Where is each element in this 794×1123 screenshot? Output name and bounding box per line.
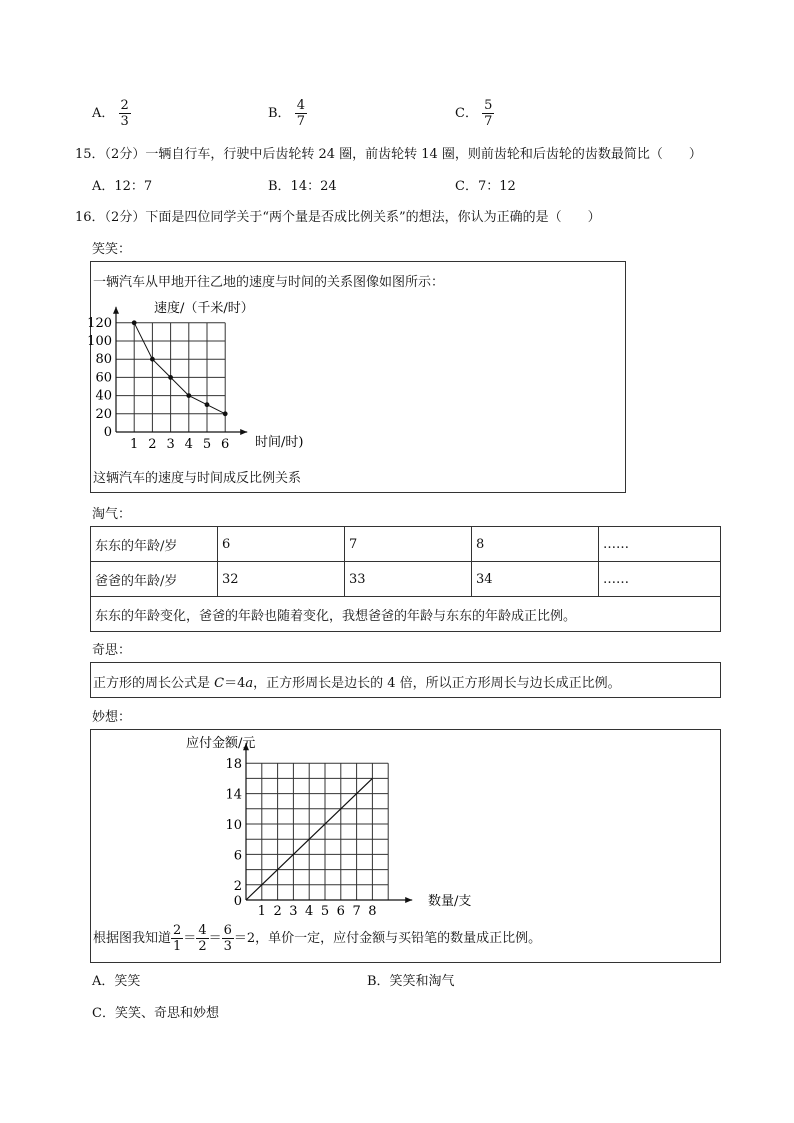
numerator: 2 [173, 923, 182, 938]
q14-option-a[interactable] [92, 98, 131, 129]
q16-option-a[interactable]: A．笑笑 [92, 974, 141, 989]
q15-stem: 15．（2分）一辆自行车，行驶中后齿轮转 24 圈，前齿轮转 14 圈，则前齿轮和后齿轮的齿数最简比（ ） [75, 147, 702, 162]
formula-a: a [245, 676, 254, 691]
miaoxiang-box [90, 729, 721, 963]
q15-option-c[interactable]: C．7：12 [455, 179, 516, 194]
y-tick-label: 18 [225, 757, 242, 773]
y-tick-label: 60 [95, 370, 112, 386]
chart-axes [113, 307, 247, 435]
table-cell: …… [599, 527, 721, 562]
taoqi-label: 淘气： [92, 507, 132, 522]
x-tick-label: 3 [289, 904, 298, 919]
data-point [186, 393, 191, 398]
x-tick-label: 1 [130, 437, 139, 452]
y-tick-label: 120 [87, 315, 112, 331]
x-tick-label: 8 [368, 904, 377, 919]
y-tick-label: 0 [103, 425, 112, 440]
x-tick-label: 6 [221, 437, 230, 452]
y-tick-label: 0 [233, 894, 242, 909]
denominator: 7 [484, 114, 493, 129]
table-row [91, 562, 721, 597]
data-point [150, 357, 155, 362]
table-cell: 33 [345, 562, 472, 597]
x-axis-label: 时间/时) [255, 435, 304, 450]
table-row [91, 597, 721, 632]
fraction [222, 923, 234, 954]
speed-time-chart [87, 292, 351, 457]
equals-sign: ＝ [183, 931, 197, 946]
option-letter: A． [92, 106, 115, 121]
y-axis-label: 速度/（千米/时） [154, 301, 254, 316]
q15-option-b[interactable]: B．14：24 [268, 179, 337, 194]
fraction [196, 923, 208, 954]
numerator: 4 [296, 98, 305, 113]
table-cell: 8 [472, 527, 599, 562]
xiaoxiao-box [87, 261, 626, 493]
xiaoxiao-intro: 一辆汽车从甲地开往乙地的速度与时间的关系图像如图所示： [93, 275, 445, 290]
x-tick-label: 4 [305, 904, 314, 919]
y-axis-arrow [113, 307, 119, 314]
fraction [119, 98, 131, 129]
y-tick-label: 80 [95, 352, 112, 368]
xiaoxiao-label: 笑笑： [92, 242, 132, 257]
y-tick-label: 6 [233, 848, 242, 864]
x-tick-label: 7 [352, 904, 361, 919]
formula-c: C [214, 676, 225, 691]
miaoxiang-post: ，单价一定，应付金额与买铅笔的数量成正比例。 [255, 931, 542, 946]
x-axis-arrow [240, 429, 247, 435]
table-cell: 6 [218, 527, 345, 562]
y-tick-label: 2 [233, 878, 242, 894]
data-point [168, 375, 173, 380]
formula-eq: ＝4 [224, 676, 246, 691]
age-table [90, 526, 721, 632]
x-tick-label: 5 [320, 904, 330, 919]
table-note: 东东的年龄变化，爸爸的年龄也随着变化，我想爸爸的年龄与东东的年龄成正比例。 [91, 597, 721, 632]
equals-sign: ＝ [208, 931, 222, 946]
x-axis-label: 数量/支 [428, 894, 472, 909]
numerator: 6 [223, 923, 232, 938]
denominator: 7 [296, 114, 305, 129]
x-tick-label: 6 [336, 904, 345, 919]
table-cell: 34 [472, 562, 599, 597]
option-letter: C． [455, 106, 478, 121]
data-point [223, 411, 228, 416]
xiaoxiao-conclusion: 这辆汽车的速度与时间成反比例关系 [93, 471, 302, 486]
y-tick-label: 10 [225, 818, 242, 833]
fraction [482, 98, 494, 129]
data-curve [134, 323, 225, 414]
y-axis-label: 应付金额/元 [186, 736, 256, 751]
result: ＝2 [233, 931, 256, 946]
qisi-text [93, 672, 621, 691]
denominator: 3 [120, 114, 129, 129]
q14-option-b[interactable] [268, 98, 307, 129]
data-point [132, 320, 137, 325]
x-tick-label: 3 [166, 437, 175, 452]
q16-stem: 16．（2分）下面是四位同学关于“两个量是否成比例关系”的想法，你认为正确的是（ ） [75, 210, 601, 225]
miaoxiang-label: 妙想： [92, 710, 132, 725]
qisi-box [90, 662, 721, 698]
x-tick-label: 1 [257, 904, 266, 919]
table-cell: 7 [345, 527, 472, 562]
denominator: 2 [198, 939, 207, 954]
option-letter: B． [268, 106, 291, 121]
table-cell: 32 [218, 562, 345, 597]
q16-option-b[interactable]: B．笑笑和淘气 [367, 974, 455, 989]
x-tick-label: 2 [273, 904, 282, 919]
fraction [171, 923, 183, 954]
table-cell: …… [599, 562, 721, 597]
q16-option-c[interactable]: C．笑笑、奇思和妙想 [92, 1006, 219, 1021]
x-tick-label: 4 [184, 437, 193, 452]
x-axis-arrow [405, 897, 412, 903]
qisi-text-a: 正方形的周长公式是 [93, 676, 215, 691]
miaoxiang-pre: 根据图我知道 [93, 931, 172, 946]
amount-quantity-chart [91, 730, 511, 922]
q15-option-a[interactable]: A．12：7 [92, 179, 153, 194]
denominator: 1 [173, 939, 182, 954]
y-tick-label: 100 [87, 334, 112, 349]
miaoxiang-text [93, 923, 541, 954]
x-tick-label: 5 [202, 437, 212, 452]
numerator: 2 [120, 98, 129, 113]
numerator: 4 [198, 923, 207, 938]
qisi-text-b: ，正方形周长是边长的 4 倍，所以正方形周长与边长成正比例。 [253, 676, 621, 691]
table-row [91, 527, 721, 562]
numerator: 5 [484, 98, 493, 113]
data-points [132, 320, 228, 416]
data-point [205, 402, 210, 407]
x-tick-label: 2 [148, 437, 157, 452]
q14-option-c[interactable] [455, 98, 494, 129]
series-line [134, 323, 225, 414]
y-tick-label: 14 [225, 787, 242, 803]
y-tick-label: 40 [95, 388, 112, 404]
tick-labels [225, 757, 376, 919]
y-tick-label: 20 [95, 406, 112, 422]
table-cell: 东东的年龄/岁 [91, 527, 218, 562]
denominator: 3 [223, 939, 232, 954]
qisi-label: 奇思： [92, 643, 132, 658]
table-cell: 爸爸的年龄/岁 [91, 562, 218, 597]
fraction [295, 98, 307, 129]
